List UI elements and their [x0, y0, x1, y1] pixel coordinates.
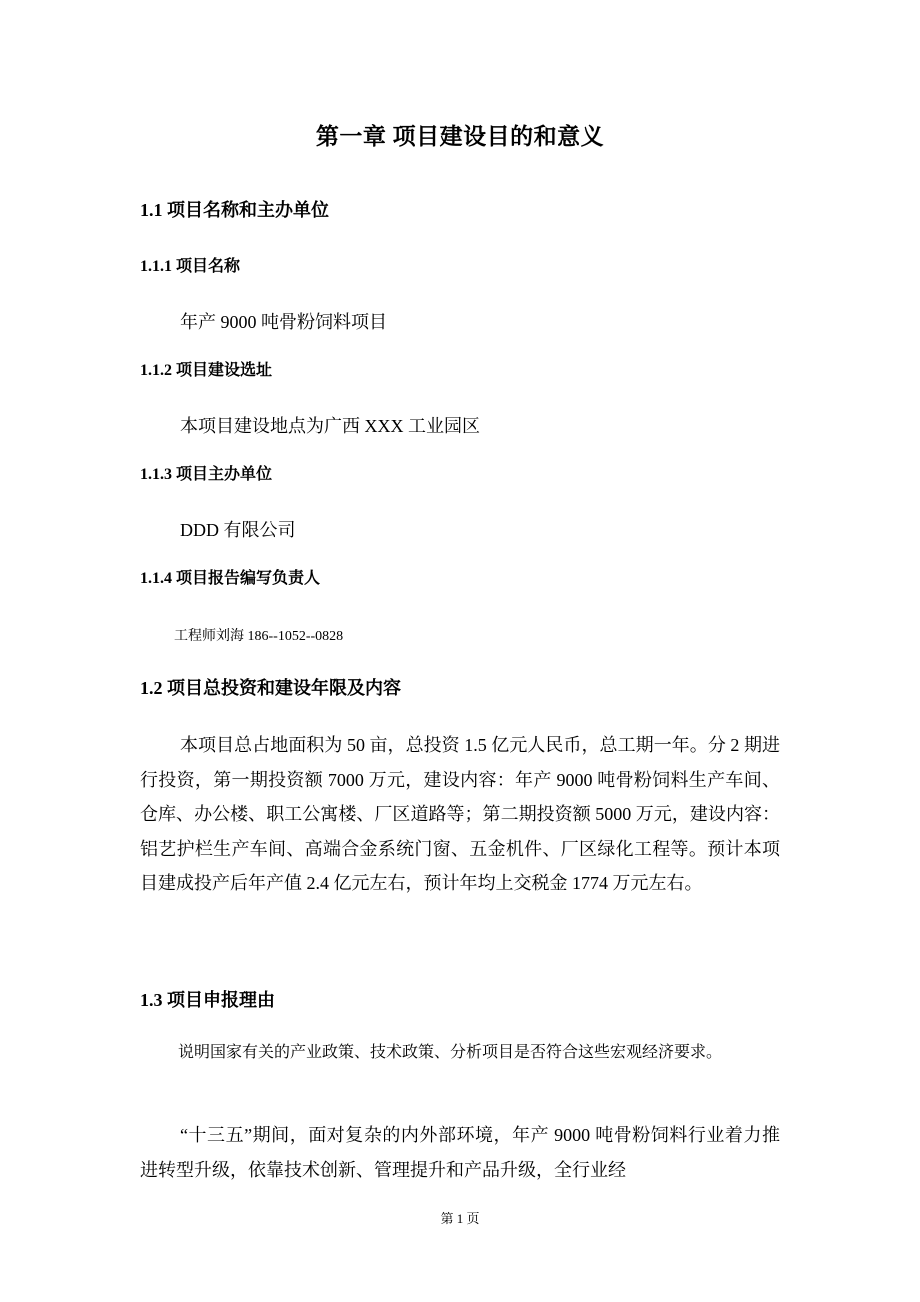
subsection-heading-1-1-3: 1.1.3 项目主办单位 — [140, 466, 273, 483]
subsection-heading-1-1-2: 1.1.2 项目建设选址 — [140, 362, 273, 379]
section-heading-1-2: 1.2 项目总投资和建设年限及内容 — [140, 678, 401, 698]
policy-paragraph: 说明国家有关的产业政策、技术政策、分析项目是否符合这些宏观经济要求。 — [178, 1044, 723, 1061]
section-heading-1-3: 1.3 项目申报理由 — [140, 990, 275, 1010]
project-name-text: 年产 9000 吨骨粉饲料项目 — [180, 312, 387, 332]
chapter-title: 第一章 项目建设目的和意义 — [315, 124, 605, 149]
investment-paragraph: 本项目总占地面积为 50 亩，总投资 1.5 亿元人民币，总工期一年。分 2 期进行投资，第一期投资额 7000 万元，建设内容：年产 9000 吨骨粉饲料生产车间、仓库、办公楼、职工公寓楼、厂区道路等；第二期投资额 5000 万元，建设内容：铝艺护栏生产车间、高端合金系统门窗、五金机件、厂区绿化工程等。预计本项目建成投产后年产值 2.4 亿元左右，预计年均上交税金 1774 万元左右。 — [140, 735, 780, 893]
subsection-heading-1-1-1: 1.1.1 项目名称 — [140, 258, 241, 275]
sponsor-text: DDD 有限公司 — [180, 520, 296, 540]
section-heading-1-1: 1.1 项目名称和主办单位 — [140, 200, 329, 220]
background-paragraph: “十三五”期间，面对复杂的内外部环境，年产 9000 吨骨粉饲料行业着力推进转型升级，依靠技术创新、管理提升和产品升级，全行业经 — [140, 1125, 780, 1180]
subsection-heading-1-1-4: 1.1.4 项目报告编写负责人 — [140, 570, 321, 587]
page-number: 第 1 页 — [440, 1211, 480, 1226]
report-author-text: 工程师刘海 186--1052--0828 — [174, 629, 344, 644]
project-site-text: 本项目建设地点为广西 XXX 工业园区 — [180, 416, 480, 436]
